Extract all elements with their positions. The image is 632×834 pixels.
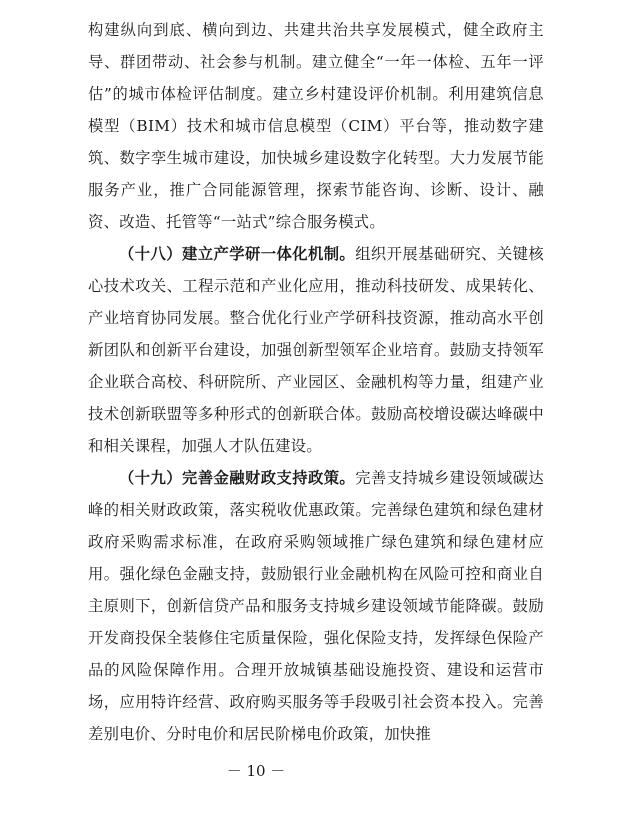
section-18-body: 组织开展基础研究、关键核心技术攻关、工程示范和产业化应用，推动科技研发、成果转化、产业培育协同发展。整合优化行业产学研科技资源，推动高水平创新团队和创新平台建设，加强创新型领军企业培育。鼓励支持领军企业联合高校、科研院所、产业园区、金融机构等力量，组建产业技术创新联盟等多种形式的创新联合体。鼓励高校增设碳达峰碳中和相关课程，加强人才队伍建设。 bbox=[88, 245, 544, 455]
document-body bbox=[88, 14, 544, 750]
paragraph-continued: 构建纵向到底、横向到边、共建共治共享发展模式，健全政府主导、群团带动、社会参与机制。建立健全“一年一体检、五年一评估”的城市体检评估制度。建立乡村建设评价机制。利用建筑信息模型（BIM）技术和城市信息模型（CIM）平台等，推动数字建筑、数字孪生城市建设，加快城乡建设数字化转型。大力发展节能服务产业，推广合同能源管理，探索节能咨询、诊断、设计、融资、改造、托管等“一站式”综合服务模式。 bbox=[88, 21, 544, 231]
section-19-heading: （十九）完善金融财政支持政策。 bbox=[119, 469, 356, 487]
paragraph-section-19 bbox=[88, 462, 544, 750]
paragraph-section-18 bbox=[88, 238, 544, 462]
section-19-body: 完善支持城乡建设领域碳达峰的相关财政政策，落实税收优惠政策。完善绿色建筑和绿色建材政府采购需求标准，在政府采购领域推广绿色建筑和绿色建材应用。强化绿色金融支持，鼓励银行业金融机构在风险可控和商业自主原则下，创新信贷产品和服务支持城乡建设领域节能降碳。鼓励开发商投保全装修住宅质量保险，强化保险支持，发挥绿色保险产品的风险保障作用。合理开放城镇基础设施投资、建设和运营市场，应用特许经营、政府购买服务等手段吸引社会资本投入。完善差别电价、分时电价和居民阶梯电价政策，加快推 bbox=[88, 469, 544, 743]
section-18-heading: （十八）建立产学研一体化机制。 bbox=[119, 245, 356, 263]
page-number: － 10 － bbox=[226, 762, 286, 780]
